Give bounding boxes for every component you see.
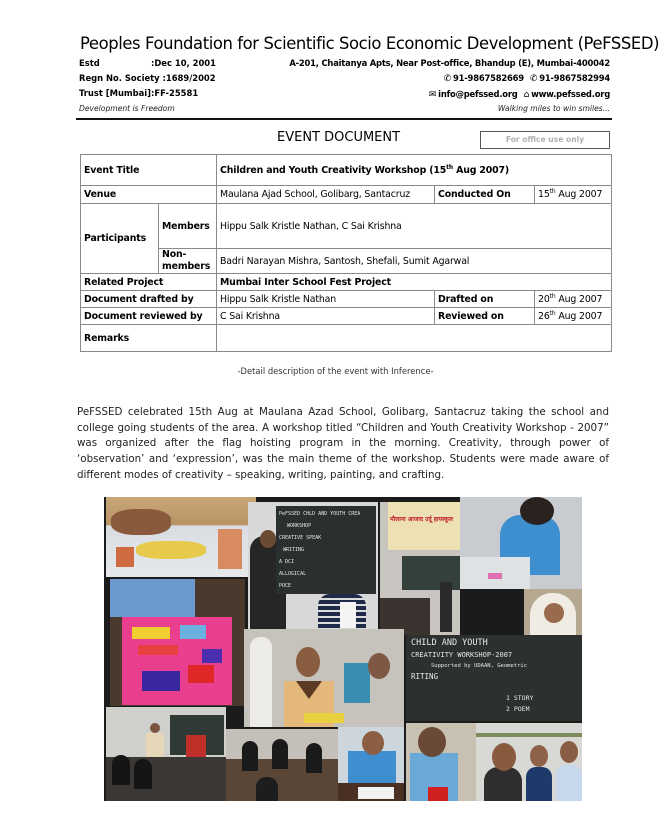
conducted-on-value: 15th Aug 2007 bbox=[535, 186, 612, 204]
remarks-label: Remarks bbox=[81, 325, 217, 352]
document-title: EVENT DOCUMENT bbox=[277, 130, 401, 145]
board1-line: POCE bbox=[279, 583, 292, 589]
members-value: Hippu Salk Kristle Nathan, C Sai Krishna bbox=[217, 204, 612, 249]
envelope-icon: ✉ bbox=[428, 90, 437, 100]
reviewed-row bbox=[81, 308, 612, 325]
event-title-value: Children and Youth Creativity Workshop (15th Aug 2007) bbox=[217, 155, 612, 186]
phone-1: 91-9867582669 bbox=[453, 73, 524, 83]
nonmembers-label: Non- members bbox=[159, 249, 217, 274]
board2-item: RITING bbox=[411, 672, 439, 681]
board2-item: 1 STORY bbox=[506, 694, 534, 702]
event-description: PeFSSED celebrated 15th Aug at Maulana Azad School, Golibarg, Santacruz taking the school and college going students of the area. A workshop titled “Children and Youth Creativity Workshop - 2007” was organized after the flag hoisting program in the morning. Creativity, through power of ‘observation’ and ‘expression’, was the main theme of the workshop. Students were made aware of different modes of creativity – speaking, writing, painting, and crafting. bbox=[77, 406, 609, 481]
regn-value: 1689/2002 bbox=[165, 73, 216, 83]
photo-classroom-teachers bbox=[106, 707, 226, 801]
remarks-row bbox=[81, 325, 612, 352]
photo-boy-crafting bbox=[406, 723, 476, 801]
regn-row: Regn No. Society :1689/2002 bbox=[79, 71, 216, 86]
board1-line: WORKSHOP bbox=[287, 523, 312, 529]
phone-icon: ✆ bbox=[529, 74, 538, 84]
reviewed-on-value: 26th Aug 2007 bbox=[535, 308, 612, 325]
event-title-label: Event Title bbox=[81, 155, 217, 186]
website-link[interactable]: www.pefssed.org bbox=[531, 89, 610, 99]
photo-school-banner bbox=[380, 502, 460, 635]
phone-row bbox=[289, 71, 610, 87]
drafted-on-label: Drafted on bbox=[435, 291, 535, 308]
board2-title: CHILD AND YOUTH bbox=[411, 638, 488, 648]
drafted-on-value: 20th Aug 2007 bbox=[535, 291, 612, 308]
trust-row: Trust [Mumbai]:FF-25581 bbox=[79, 86, 216, 101]
related-project-value: Mumbai Inter School Fest Project bbox=[217, 274, 612, 291]
phone-2: 91-9867582994 bbox=[539, 73, 610, 83]
board1-line: A DCI bbox=[279, 559, 295, 565]
org-title: Peoples Foundation for Scientific Socio Economic Development (PeFSSED) bbox=[80, 34, 660, 53]
participants-label: Participants bbox=[81, 204, 159, 274]
estd-value: Dec 10, 2001 bbox=[154, 58, 216, 68]
board1-line: PeFSSED CHLD AND YOUTH CREA bbox=[279, 511, 361, 517]
photo-craft-work bbox=[110, 579, 245, 706]
school-banner-text: मौलाना आजाद उर्दू हायस्कूल bbox=[390, 516, 453, 523]
contact-info bbox=[289, 56, 610, 103]
office-use-box: For office use only bbox=[480, 131, 610, 149]
tagline-right: Walking miles to win smiles... bbox=[497, 104, 610, 113]
address: A-201, Chaitanya Apts, Near Post-office, Bhandup (E), Mumbai-400042 bbox=[289, 58, 610, 68]
venue-label: Venue bbox=[81, 186, 217, 204]
photo-young-men bbox=[476, 723, 582, 801]
reviewed-by-label: Document reviewed by bbox=[81, 308, 217, 325]
members-row bbox=[81, 204, 612, 249]
venue-value: Maulana Ajad School, Golibarg, Santacruz bbox=[217, 186, 435, 204]
members-label: Members bbox=[159, 204, 217, 249]
header-divider bbox=[76, 118, 612, 120]
web-row bbox=[289, 87, 610, 103]
event-title-row bbox=[81, 155, 612, 186]
trust-label: Trust [Mumbai] bbox=[79, 88, 151, 98]
photo-smiling-students bbox=[244, 629, 404, 727]
photo-workshop-board bbox=[406, 635, 582, 721]
venue-row bbox=[81, 186, 612, 204]
photo-boy-drawing bbox=[460, 497, 582, 589]
board2-support: Supported by UDAAN, Geometric bbox=[431, 663, 528, 669]
registration-info bbox=[79, 56, 216, 101]
remarks-value bbox=[217, 325, 612, 352]
drafted-by-value: Hippu Salk Kristle Nathan bbox=[217, 291, 435, 308]
drafted-by-label: Document drafted by bbox=[81, 291, 217, 308]
reviewed-on-label: Reviewed on bbox=[435, 308, 535, 325]
detail-caption: -Detail description of the event with Inference- bbox=[237, 366, 434, 376]
board2-subtitle: CREATIVITY WORKSHOP-2007 bbox=[411, 651, 513, 659]
conducted-on-label: Conducted On bbox=[435, 186, 535, 204]
photo-girl-writing bbox=[524, 589, 582, 635]
photo-child-drawing bbox=[106, 497, 256, 577]
board1-line: ALLOGICAL bbox=[279, 571, 307, 577]
tagline-left: Development is Freedom bbox=[79, 104, 175, 113]
photo-students-exam bbox=[226, 729, 338, 801]
estd-row: Estd :Dec 10, 2001 bbox=[79, 56, 216, 71]
phone-icon: ✆ bbox=[443, 74, 452, 84]
reviewed-by-value: C Sai Krishna bbox=[217, 308, 435, 325]
related-project-row bbox=[81, 274, 612, 291]
nonmembers-row bbox=[81, 249, 612, 274]
photo-handshake bbox=[248, 502, 378, 630]
photo-collage bbox=[104, 497, 582, 801]
board1-line: CREATIVE SPEAK bbox=[279, 535, 322, 541]
board1-line: WRITING bbox=[283, 547, 305, 553]
board2-item: 2 POEM bbox=[506, 705, 530, 713]
regn-label: Regn No. Society bbox=[79, 73, 160, 83]
email-link[interactable]: info@pefssed.org bbox=[438, 89, 518, 99]
trust-value: FF-25581 bbox=[154, 88, 199, 98]
related-project-label: Related Project bbox=[81, 274, 217, 291]
event-table bbox=[80, 154, 612, 352]
photo-girl-crafting bbox=[338, 727, 404, 801]
estd-label: Estd bbox=[79, 58, 100, 68]
drafted-row bbox=[81, 291, 612, 308]
house-icon: ⌂ bbox=[523, 90, 530, 100]
nonmembers-value: Badri Narayan Mishra, Santosh, Shefali, Sumit Agarwal bbox=[217, 249, 612, 274]
